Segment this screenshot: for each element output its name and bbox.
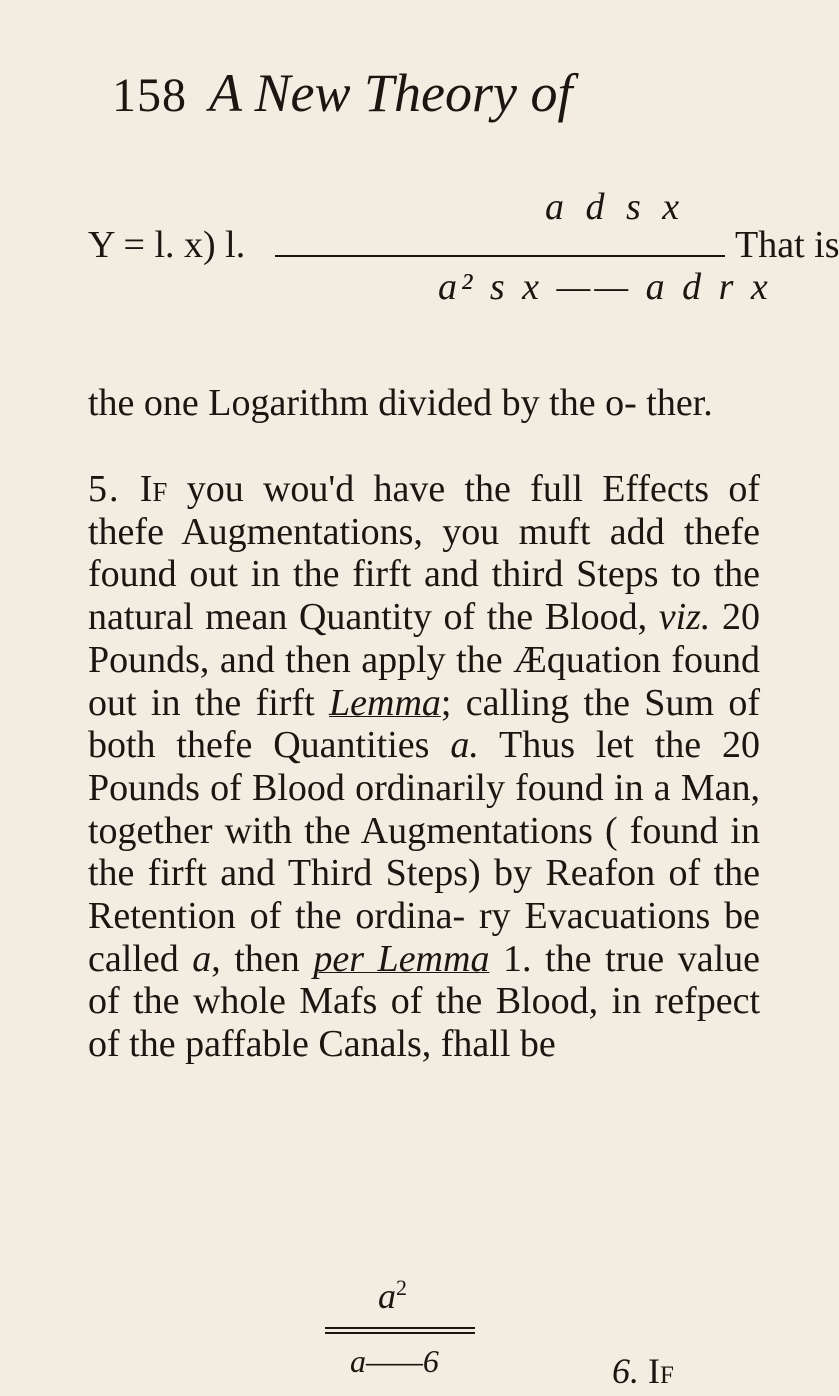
text-segment: 1. the true value of the whole Mafs of the Blood, in refpect of the paffable Canals, fhall be [88, 937, 760, 1066]
final-fraction [270, 1275, 530, 1385]
catchword-number: 6. [612, 1351, 639, 1391]
final-fraction-bar [325, 1332, 475, 1334]
opening-word: If [139, 468, 168, 510]
paragraph-1: the one Logarithm divided by the o- ther. [88, 382, 713, 424]
catchword [612, 1350, 674, 1392]
formula-trailing-text: That is [735, 224, 839, 266]
formula-numerator: a d s x [545, 186, 686, 228]
italic-lemma: Lemma [329, 681, 441, 724]
italic-per-lemma: per Lemma [313, 937, 490, 980]
text-segment: Thus let the 20 Pounds of Blood ordinarily found in a Man, together with the Augmentations ( found in the firft and Third Steps) by Reafon of the Retention of the ordina- ry Evacuations be called [88, 724, 761, 980]
text-segment: 20 Pounds, and then apply the Æquation found out in the firft [88, 596, 760, 724]
italic-variable-a: a [192, 937, 212, 980]
text-segment: , then [211, 937, 314, 980]
formula-lhs: Y = l. x) l. [88, 224, 246, 266]
italic-viz: viz. [658, 596, 711, 639]
paragraph-2 [88, 468, 760, 1066]
running-head-title: A New Theory of [209, 63, 573, 123]
formula-fraction-bar [275, 255, 725, 257]
formula-denominator: a² s x —— a d r x [438, 266, 772, 308]
final-fraction-denominator: a——6 [350, 1343, 439, 1379]
section-number: 5. [88, 468, 121, 510]
numerator-variable: a [378, 1276, 396, 1316]
text-segment: ; calling the Sum of both thefe Quantities [88, 681, 760, 767]
text-segment: you wou'd have the full Effects of thefe Augmentations, you muft add thefe found out in the firft and third Steps to the natural mean Quantity of the Blood, [88, 468, 761, 639]
running-head [112, 62, 573, 132]
final-fraction-numerator [378, 1275, 407, 1317]
formula-block [0, 185, 839, 365]
catchword-word: If [648, 1351, 674, 1391]
italic-variable-a: a. [450, 724, 479, 767]
page-number: 158 [112, 69, 187, 122]
numerator-exponent: 2 [396, 1275, 407, 1300]
final-fraction-bar [325, 1327, 475, 1329]
